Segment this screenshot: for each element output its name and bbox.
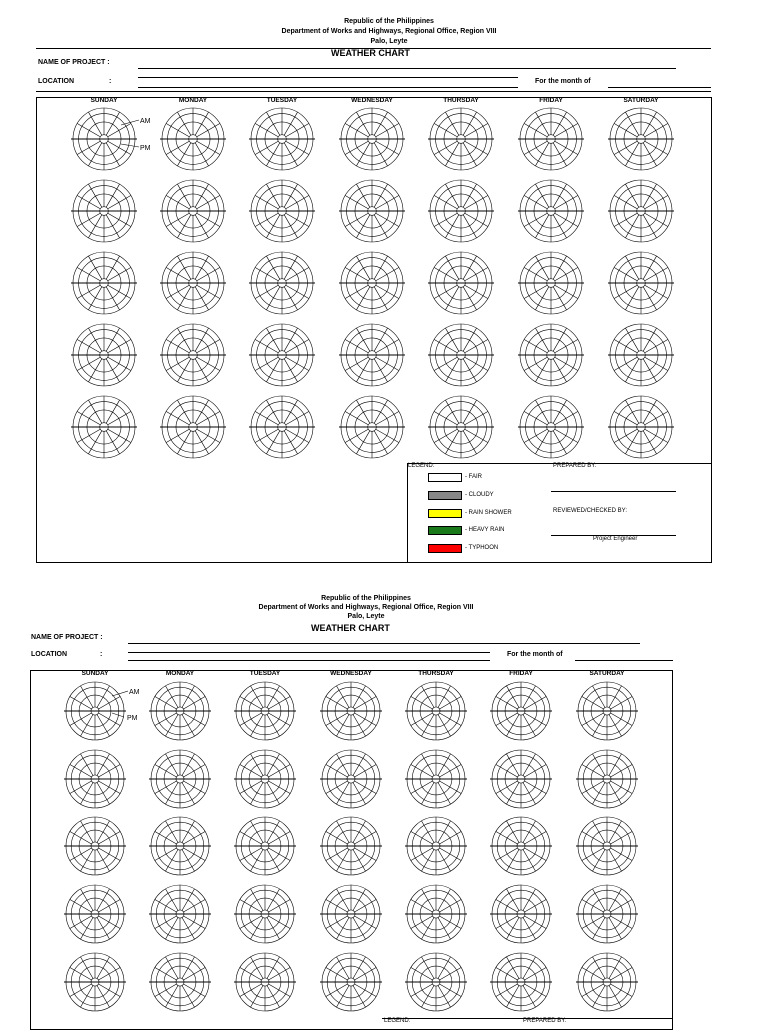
reviewed-by-label: REVIEWED/CHECKED BY: — [553, 508, 628, 514]
day-sunday: SUNDAY — [90, 97, 118, 104]
weather-wheel[interactable] — [339, 108, 405, 170]
month-label: For the month of — [535, 78, 591, 85]
legend-label-typhoon: - TYPHOON — [465, 545, 499, 551]
header-location: Palo, Leyte — [370, 38, 408, 45]
weather-wheel-sheet2[interactable] — [64, 885, 126, 943]
svg-text:AM: AM — [129, 689, 140, 696]
weather-wheel-sheet2[interactable] — [576, 682, 638, 740]
location-label: LOCATION — [38, 78, 75, 85]
weather-wheel-sheet2[interactable] — [576, 953, 638, 1011]
svg-text:PM: PM — [140, 145, 151, 152]
weather-wheel[interactable] — [249, 180, 315, 242]
weather-wheel-sheet2[interactable] — [405, 885, 467, 943]
project-label: NAME OF PROJECT : — [38, 59, 110, 66]
location-label-2: LOCATION — [31, 651, 68, 658]
weather-wheel[interactable] — [249, 108, 315, 170]
weather-wheel[interactable] — [608, 252, 674, 314]
weather-wheel[interactable] — [518, 180, 584, 242]
prepared-by-label-2: PREPARED BY: — [523, 1018, 567, 1024]
weather-wheel-sheet2[interactable] — [64, 682, 126, 740]
header-location-2: Palo, Leyte — [347, 613, 385, 620]
weather-wheel[interactable] — [518, 324, 584, 386]
weather-wheel[interactable] — [71, 252, 137, 314]
svg-text:AM: AM — [140, 118, 151, 125]
day-tuesday: TUESDAY — [266, 97, 298, 104]
weather-wheel[interactable] — [249, 324, 315, 386]
weather-wheel-sheet2[interactable] — [234, 817, 296, 875]
weather-wheel-sheet2[interactable] — [490, 682, 552, 740]
weather-wheel-sheet2[interactable] — [64, 817, 126, 875]
weather-wheel-sheet2[interactable] — [234, 953, 296, 1011]
weather-wheel-sheet2[interactable] — [149, 953, 211, 1011]
weather-wheel-sheet2[interactable] — [490, 817, 552, 875]
pm-annotation — [121, 144, 151, 152]
am-annotation — [121, 118, 151, 125]
weather-wheel-sheet2[interactable] — [234, 885, 296, 943]
weather-wheel[interactable] — [160, 180, 226, 242]
day-thursday: THURSDAY — [443, 97, 479, 104]
weather-wheel[interactable] — [71, 396, 137, 458]
weather-wheel-sheet2[interactable] — [490, 885, 552, 943]
weather-wheel-sheet2[interactable] — [234, 750, 296, 808]
legend-label-rain-shower: - RAIN SHOWER — [465, 510, 512, 516]
day-saturday-2: SATURDAY — [589, 670, 625, 677]
weather-wheel[interactable] — [518, 396, 584, 458]
weather-wheel-sheet2[interactable] — [405, 817, 467, 875]
day-sunday-2: SUNDAY — [81, 670, 109, 677]
day-wednesday-2: WEDNESDAY — [330, 670, 372, 677]
weather-wheel[interactable] — [71, 108, 137, 170]
header-republic-2: Republic of the Philippines — [321, 595, 411, 602]
weather-wheel-sheet2[interactable] — [149, 750, 211, 808]
legend-label-heavy-rain: - HEAVY RAIN — [465, 527, 505, 533]
weather-wheel-sheet2[interactable] — [234, 682, 296, 740]
weather-wheel[interactable] — [71, 180, 137, 242]
month-label-2: For the month of — [507, 651, 563, 658]
weather-wheel[interactable] — [428, 108, 494, 170]
day-saturday: SATURDAY — [623, 97, 659, 104]
weather-wheel[interactable] — [608, 180, 674, 242]
weather-wheel-sheet2[interactable] — [64, 953, 126, 1011]
weather-wheel-sheet2[interactable] — [405, 750, 467, 808]
header-republic: Republic of the Philippines — [344, 18, 434, 25]
legend-title-2: LEGEND: — [384, 1018, 411, 1024]
weather-wheel[interactable] — [608, 108, 674, 170]
day-wednesday: WEDNESDAY — [351, 97, 393, 104]
weather-wheel[interactable] — [249, 252, 315, 314]
weather-wheel[interactable] — [608, 396, 674, 458]
weather-wheel[interactable] — [160, 108, 226, 170]
weather-wheel-sheet2[interactable] — [576, 817, 638, 875]
project-label-2: NAME OF PROJECT : — [31, 634, 103, 641]
weather-wheel[interactable] — [71, 324, 137, 386]
project-engineer-label: Project Engineer — [593, 536, 638, 542]
weather-wheel-sheet2[interactable] — [320, 885, 382, 943]
weather-wheel[interactable] — [428, 324, 494, 386]
day-tuesday-2: TUESDAY — [249, 670, 281, 677]
day-monday-2: MONDAY — [165, 670, 195, 677]
weather-wheel[interactable] — [428, 252, 494, 314]
weather-wheel[interactable] — [518, 252, 584, 314]
weather-wheel[interactable] — [160, 396, 226, 458]
weather-wheel-sheet2[interactable] — [576, 885, 638, 943]
weather-wheel-sheet2[interactable] — [64, 750, 126, 808]
location-colon: : — [109, 78, 112, 85]
svg-text:PM: PM — [127, 715, 138, 722]
weather-wheel[interactable] — [160, 324, 226, 386]
weather-wheel[interactable] — [339, 396, 405, 458]
weather-wheel[interactable] — [339, 324, 405, 386]
legend-label-cloudy: - CLOUDY — [465, 492, 494, 498]
legend-title: LEGEND: — [408, 463, 435, 469]
weather-wheel-sheet2[interactable] — [320, 817, 382, 875]
weather-wheel-sheet2[interactable] — [149, 682, 211, 740]
legend-label-fair: - FAIR — [465, 474, 483, 480]
weather-wheel-sheet2[interactable] — [320, 750, 382, 808]
am-annotation-2 — [112, 689, 140, 696]
weather-wheel[interactable] — [160, 252, 226, 314]
header-department: Department of Works and Highways, Regional Office, Region VIII — [281, 28, 497, 35]
weather-wheel-sheet2[interactable] — [149, 885, 211, 943]
day-monday: MONDAY — [178, 97, 208, 104]
weather-wheel-sheet2[interactable] — [149, 817, 211, 875]
page-title: WEATHER CHART — [331, 48, 410, 58]
day-friday-2: FRIDAY — [509, 670, 533, 677]
weather-wheel[interactable] — [428, 180, 494, 242]
weather-wheel-sheet2[interactable] — [405, 953, 467, 1011]
weather-wheel[interactable] — [608, 324, 674, 386]
prepared-by-label: PREPARED BY: — [553, 463, 597, 469]
weather-wheel-sheet2[interactable] — [405, 682, 467, 740]
weather-wheel-sheet2[interactable] — [490, 750, 552, 808]
weather-wheel-sheet2[interactable] — [490, 953, 552, 1011]
weather-wheel[interactable] — [428, 396, 494, 458]
day-thursday-2: THURSDAY — [418, 670, 454, 677]
pm-annotation-2 — [112, 713, 138, 722]
weather-wheel-sheet2[interactable] — [320, 682, 382, 740]
weather-wheel[interactable] — [249, 396, 315, 458]
weather-wheel[interactable] — [339, 180, 405, 242]
location-colon-2: : — [100, 651, 103, 658]
header-department-2: Department of Works and Highways, Regional Office, Region VIII — [258, 604, 474, 611]
weather-wheel[interactable] — [518, 108, 584, 170]
weather-wheel-sheet2[interactable] — [320, 953, 382, 1011]
weather-wheel[interactable] — [339, 252, 405, 314]
weather-wheel-sheet2[interactable] — [576, 750, 638, 808]
day-friday: FRIDAY — [539, 97, 563, 104]
page-title-2: WEATHER CHART — [311, 623, 390, 633]
